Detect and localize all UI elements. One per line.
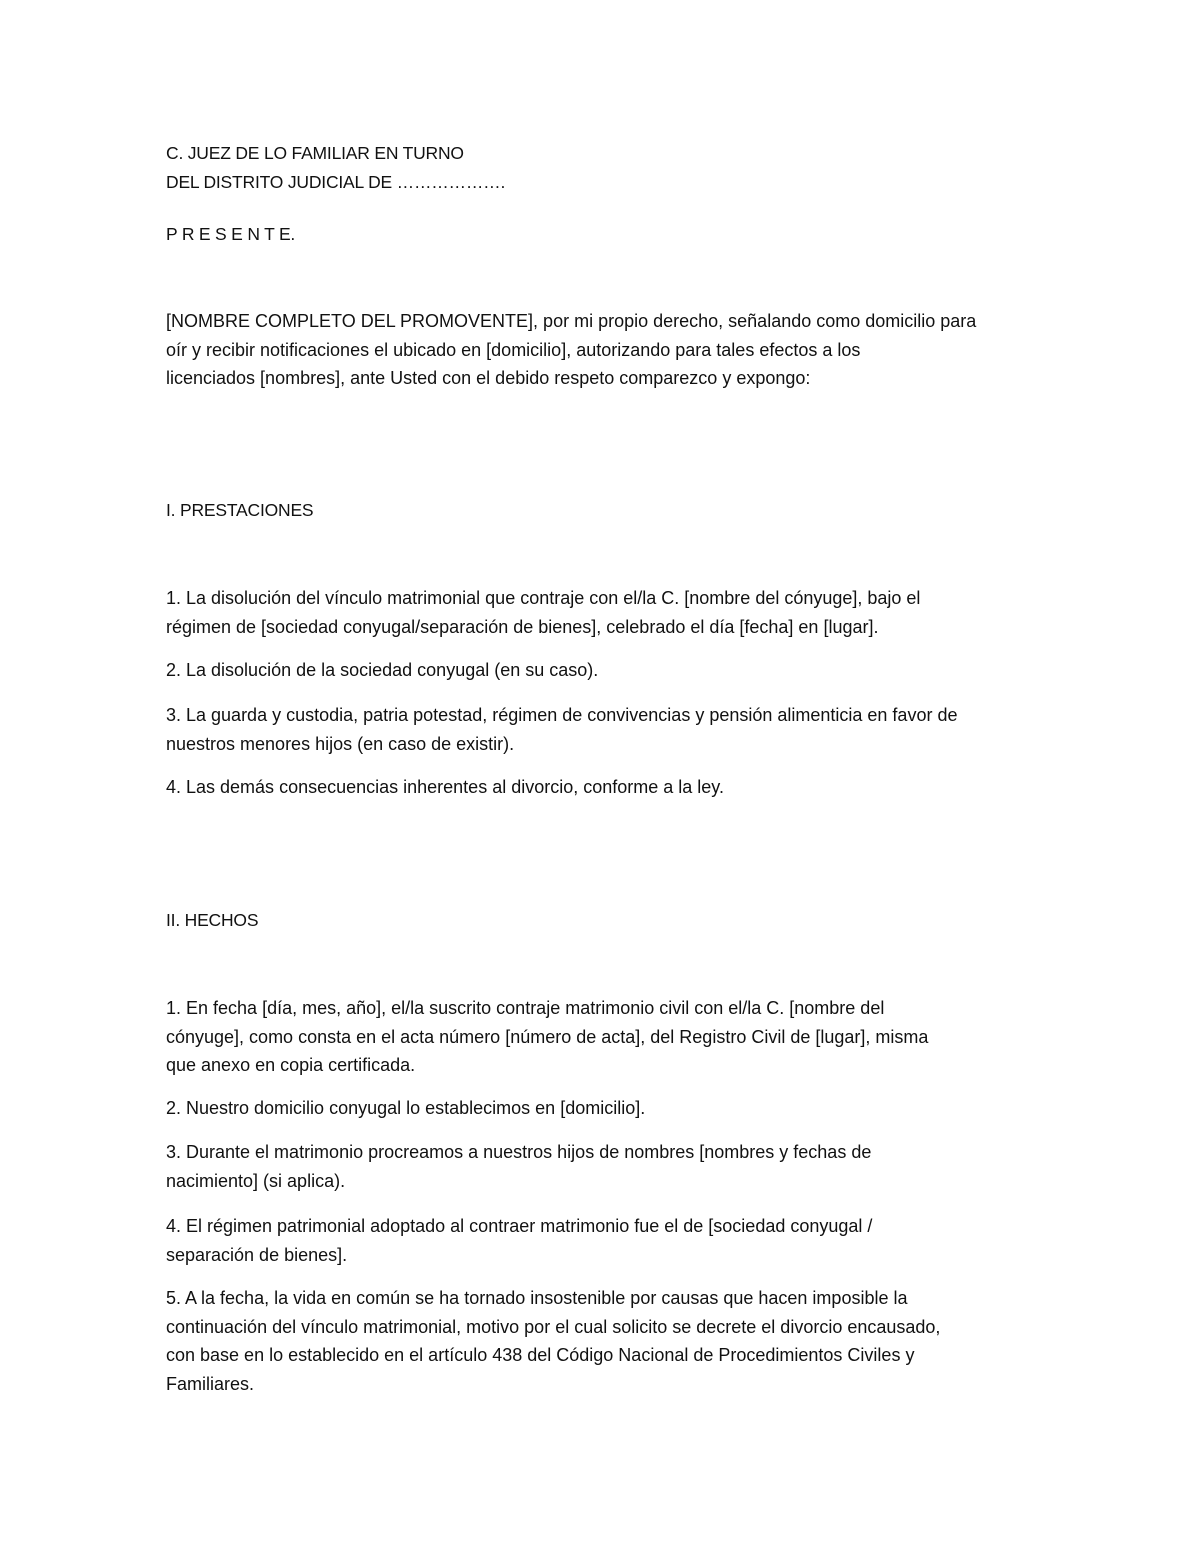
hecho-item-4 bbox=[166, 1212, 1046, 1269]
hecho-line: Familiares. bbox=[166, 1373, 255, 1394]
prestacion-line: 1. La disolución del vínculo matrimonial que contraje con el/la C. [nombre del cónyuge], bajo el bbox=[166, 588, 921, 608]
hecho-item-1 bbox=[166, 994, 1046, 1080]
hecho-line: separación de bienes]. bbox=[166, 1244, 348, 1265]
intro-line: [NOMBRE COMPLETO DEL PROMOVENTE], por mi propio derecho, señalando como domicilio para bbox=[166, 311, 977, 331]
hecho-item-3 bbox=[166, 1138, 1046, 1195]
addressee-line-2: DEL DISTRITO JUDICIAL DE ………………. bbox=[166, 172, 506, 192]
hecho-item-2 bbox=[166, 1094, 1046, 1123]
intro-line: licenciados [nombres], ante Usted con el debido respeto comparezco y expongo: bbox=[166, 368, 811, 388]
hecho-line: que anexo en copia certificada. bbox=[166, 1055, 416, 1075]
presente-heading: P R E S E N T E. bbox=[166, 224, 296, 244]
intro-line: oír y recibir notificaciones el ubicado en [domicilio], autorizando para tales efectos a los bbox=[166, 339, 861, 360]
prestacion-item-3 bbox=[166, 701, 1046, 758]
hecho-line: continuación del vínculo matrimonial, motivo por el cual solicito se decrete el divorcio encausado, bbox=[166, 1316, 941, 1337]
prestacion-line: 2. La disolución de la sociedad conyugal (en su caso). bbox=[166, 660, 599, 680]
hecho-item-5 bbox=[166, 1284, 1046, 1398]
prestacion-item-1 bbox=[166, 584, 1046, 641]
prestacion-line: 4. Las demás consecuencias inherentes al divorcio, conforme a la ley. bbox=[166, 777, 724, 797]
hecho-line: cónyuge], como consta en el acta número [número de acta], del Registro Civil de [lugar], misma bbox=[166, 1026, 929, 1047]
hecho-line: 2. Nuestro domicilio conyugal lo establecimos en [domicilio]. bbox=[166, 1098, 646, 1118]
hecho-line: con base en lo establecido en el artículo 438 del Código Nacional de Procedimientos Civiles y bbox=[166, 1345, 915, 1365]
hecho-line: 5. A la fecha, la vida en común se ha tornado insostenible por causas que hacen imposible la bbox=[166, 1288, 908, 1308]
prestacion-item-4 bbox=[166, 773, 1046, 802]
hecho-line: nacimiento] (si aplica). bbox=[166, 1170, 346, 1191]
hecho-line: 3. Durante el matrimonio procreamos a nuestros hijos de nombres [nombres y fechas de bbox=[166, 1142, 872, 1162]
hechos-heading: II. HECHOS bbox=[166, 910, 259, 930]
prestacion-line: nuestros menores hijos (en caso de existir). bbox=[166, 733, 515, 754]
prestacion-line: 3. La guarda y custodia, patria potestad, régimen de convivencias y pensión alimenticia en favor de bbox=[166, 705, 958, 725]
hecho-line: 1. En fecha [día, mes, año], el/la suscrito contraje matrimonio civil con el/la C. [nombre del bbox=[166, 998, 885, 1018]
addressee-line-1: C. JUEZ DE LO FAMILIAR EN TURNO bbox=[166, 143, 464, 163]
prestaciones-heading: I. PRESTACIONES bbox=[166, 500, 314, 520]
prestacion-line: régimen de [sociedad conyugal/separación de bienes], celebrado el día [fecha] en [lugar]. bbox=[166, 616, 879, 637]
hecho-line: 4. El régimen patrimonial adoptado al contraer matrimonio fue el de [sociedad conyugal / bbox=[166, 1216, 873, 1236]
intro-paragraph bbox=[166, 307, 1046, 393]
prestacion-item-2 bbox=[166, 656, 1046, 685]
